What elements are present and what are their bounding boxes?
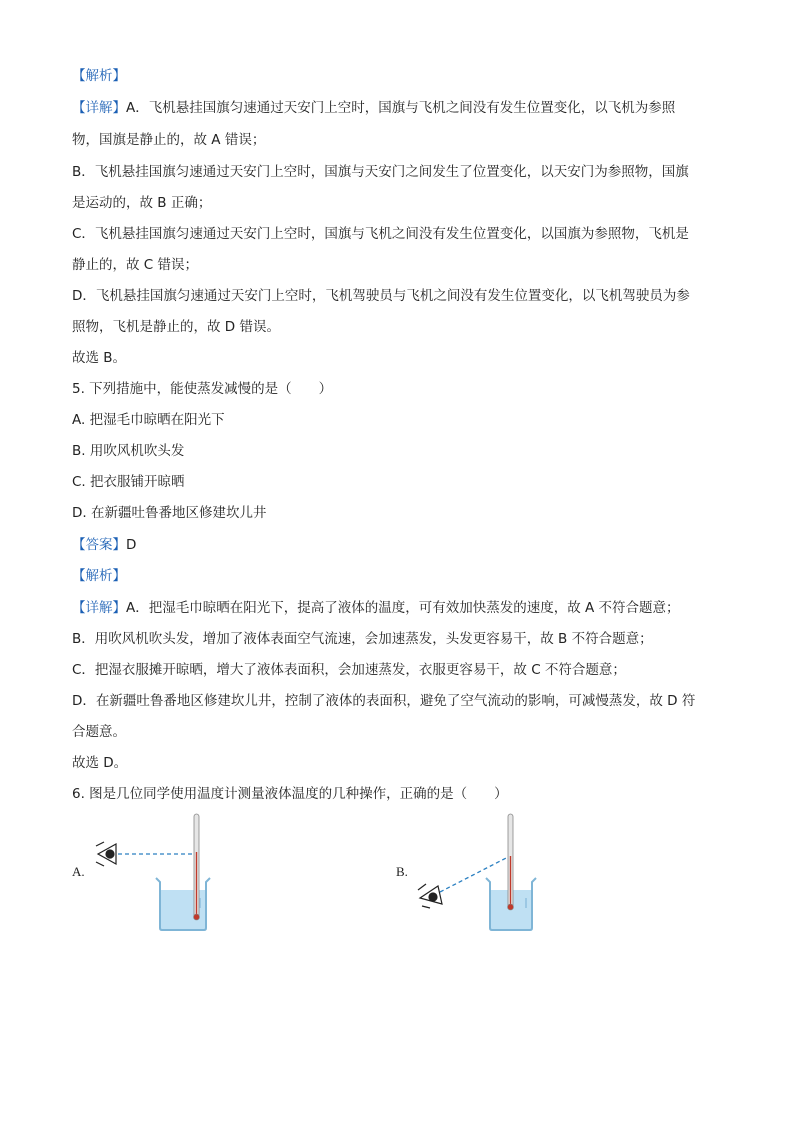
option-b: B. 用吹风机吹头发 [72, 443, 185, 459]
eye-icon [96, 842, 116, 866]
answer-value: D [126, 537, 137, 553]
detail-tag: 【详解】 [72, 100, 126, 116]
detail-line [72, 598, 722, 618]
text-line: C．飞机悬挂国旗匀速通过天安门上空时，国旗与飞机之间没有发生位置变化，以国旗为参照物，飞机是 [72, 226, 689, 242]
text-line: 合题意。 [72, 724, 126, 740]
thermometer [194, 814, 200, 920]
beaker [156, 878, 210, 930]
conclusion-line: 故选 B。 [72, 350, 127, 366]
analysis-tag: 【解析】 [72, 568, 126, 584]
conclusion-line: 故选 D。 [72, 755, 128, 771]
text-line: D．飞机悬挂国旗匀速通过天安门上空时，飞机驾驶员与飞机之间没有发生位置变化，以飞机驾驶员为参 [72, 288, 690, 304]
text-span: A．飞机悬挂国旗匀速通过天安门上空时，国旗与飞机之间没有发生位置变化，以飞机为参照 [126, 100, 676, 116]
detail-tag: 【详解】 [72, 600, 126, 616]
text-line: 是运动的，故 B 正确； [72, 195, 212, 211]
figure-a-thermometer-illustration [90, 812, 220, 937]
analysis-tag: 【解析】 [72, 68, 126, 84]
detail-line [72, 98, 722, 118]
figure-a-label: A. [72, 864, 85, 879]
text-line: 照物，飞机是静止的，故 D 错误。 [72, 319, 280, 335]
text-line: 静止的，故 C 错误； [72, 257, 199, 273]
option-a: A. 把湿毛巾晾晒在阳光下 [72, 412, 225, 428]
eye-icon [418, 884, 442, 908]
sight-line [440, 856, 510, 892]
text-line: D．在新疆吐鲁番地区修建坎儿井，控制了液体的表面积，避免了空气流动的影响，可减慢蒸发，故 D 符 [72, 693, 696, 709]
answer-tag: 【答案】 [72, 537, 126, 553]
answer-line [72, 535, 722, 555]
thermometer [508, 814, 514, 910]
text-line: B．用吹风机吹头发，增加了液体表面空气流速，会加速蒸发，头发更容易干，故 B 不符合题意； [72, 631, 653, 647]
text-span: A．把湿毛巾晾晒在阳光下，提高了液体的温度，可有效加快蒸发的速度，故 A 不符合题意； [126, 600, 680, 616]
option-c: C. 把衣服铺开晾晒 [72, 474, 185, 490]
figure-b-label: B. [396, 864, 408, 879]
option-d: D. 在新疆吐鲁番地区修建坎儿井 [72, 505, 267, 521]
text-line: 物，国旗是静止的，故 A 错误； [72, 132, 266, 148]
text-line: C．把湿衣服摊开晾晒，增大了液体表面积，会加速蒸发，衣服更容易干，故 C 不符合题意； [72, 662, 626, 678]
question-stem: 6. 图是几位同学使用温度计测量液体温度的几种操作，正确的是（ ） [72, 786, 508, 802]
text-line: B．飞机悬挂国旗匀速通过天安门上空时，国旗与天安门之间发生了位置变化，以天安门为参照物，国旗 [72, 164, 689, 180]
question-stem: 5. 下列措施中，能使蒸发减慢的是（ ） [72, 381, 333, 397]
figure-b-thermometer-illustration [412, 812, 552, 937]
